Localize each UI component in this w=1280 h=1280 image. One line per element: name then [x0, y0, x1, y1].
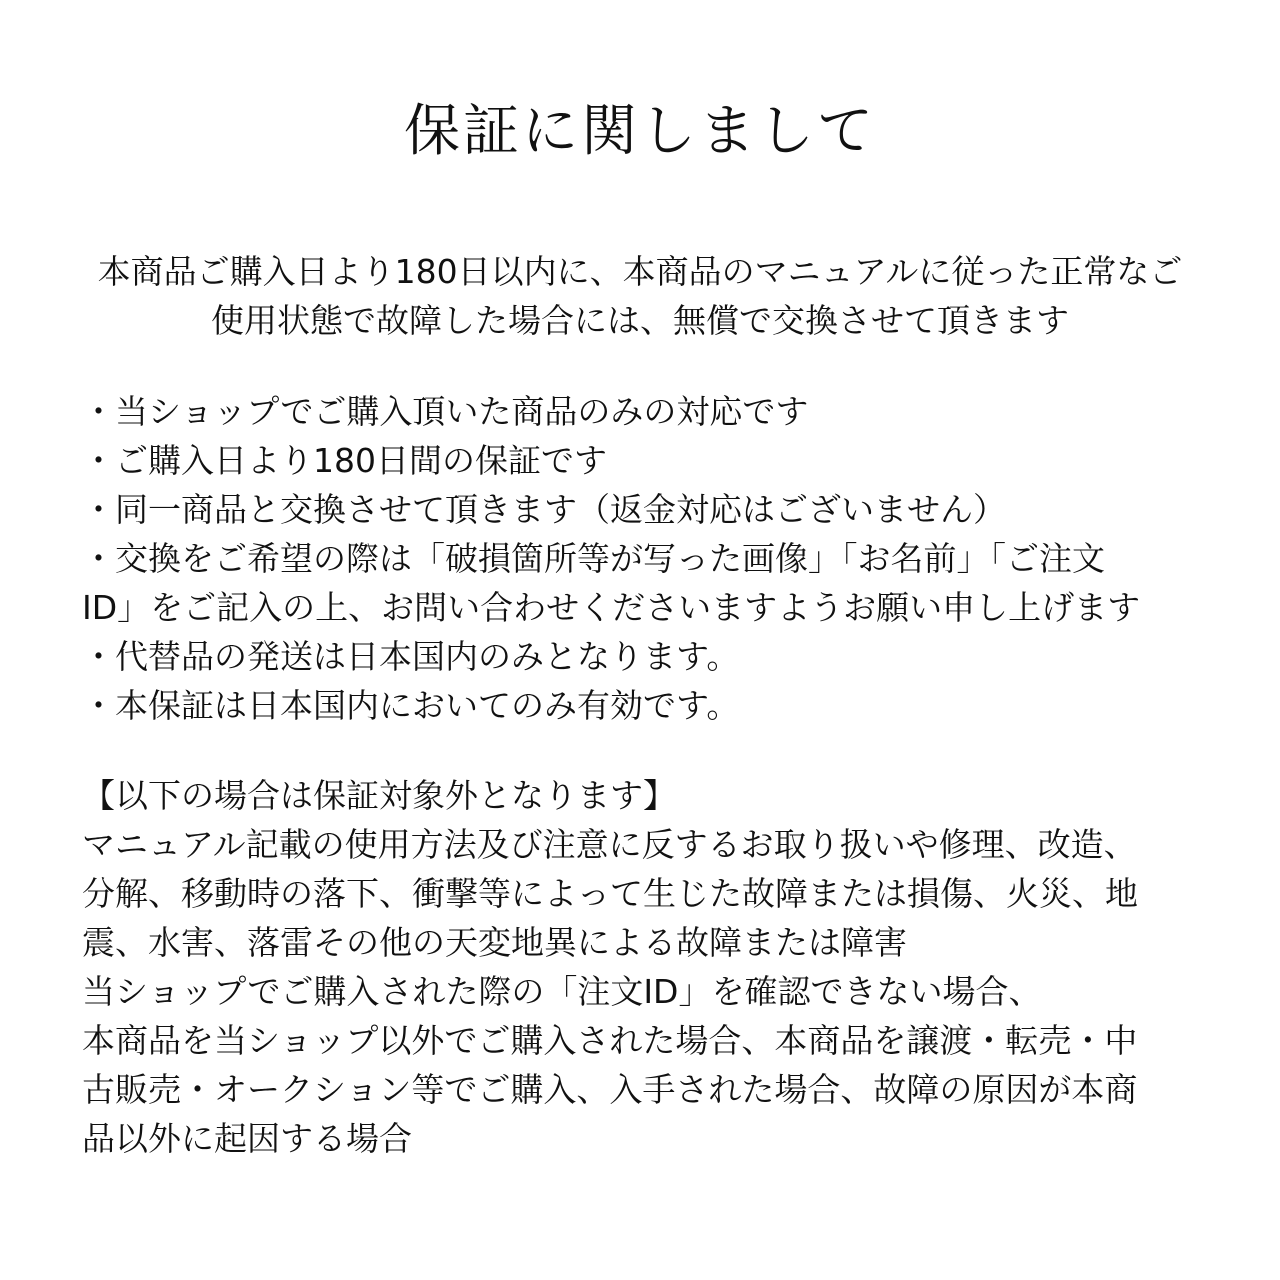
page-title: 保証に関しまして	[404, 99, 876, 164]
exclusions-section	[82, 771, 1212, 1163]
bullet-item-continued: ID」をご記入の上、お問い合わせくださいますようお願い申し上げます	[82, 588, 1141, 627]
bullet-item: ・同一商品と交換させて頂きます（返金対応はございません）	[82, 490, 1006, 529]
exclusions-line: マニュアル記載の使用方法及び注意に反するお取り扱いや修理、改造、	[82, 825, 1137, 864]
exclusions-line: 震、水害、落雷その他の天変地異による故障または障害	[82, 923, 907, 962]
bullet-item: ・交換をご希望の際は「破損箇所等が写った画像」「お名前」「ご注文	[82, 539, 1105, 578]
intro-paragraph	[60, 247, 1220, 345]
bullet-item: ・本保証は日本国内においてのみ有効です。	[82, 686, 740, 725]
bullet-item: ・代替品の発送は日本国内のみとなります。	[82, 637, 740, 676]
bullet-item: ・当ショップでご購入頂いた商品のみの対応です	[82, 392, 809, 431]
exclusions-line: 分解、移動時の落下、衝撃等によって生じた故障または損傷、火災、地	[82, 874, 1138, 913]
intro-line: 使用状態で故障した場合には、無償で交換させて頂きます	[211, 301, 1069, 340]
intro-line: 本商品ご購入日より180日以内に、本商品のマニュアルに従った正常なご	[97, 252, 1183, 291]
exclusions-line: 当ショップでご購入された際の「注文ID」を確認できない場合、	[82, 972, 1042, 1011]
bullet-list	[82, 387, 1212, 730]
bullet-item: ・ご購入日より180日間の保証です	[82, 441, 607, 480]
exclusions-heading: 【以下の場合は保証対象外となります】	[82, 776, 676, 815]
exclusions-line: 本商品を当ショップ以外でご購入された場合、本商品を譲渡・転売・中	[82, 1021, 1138, 1060]
exclusions-line: 古販売・オークション等でご購入、入手された場合、故障の原因が本商	[82, 1070, 1138, 1109]
exclusions-line: 品以外に起因する場合	[82, 1119, 412, 1158]
